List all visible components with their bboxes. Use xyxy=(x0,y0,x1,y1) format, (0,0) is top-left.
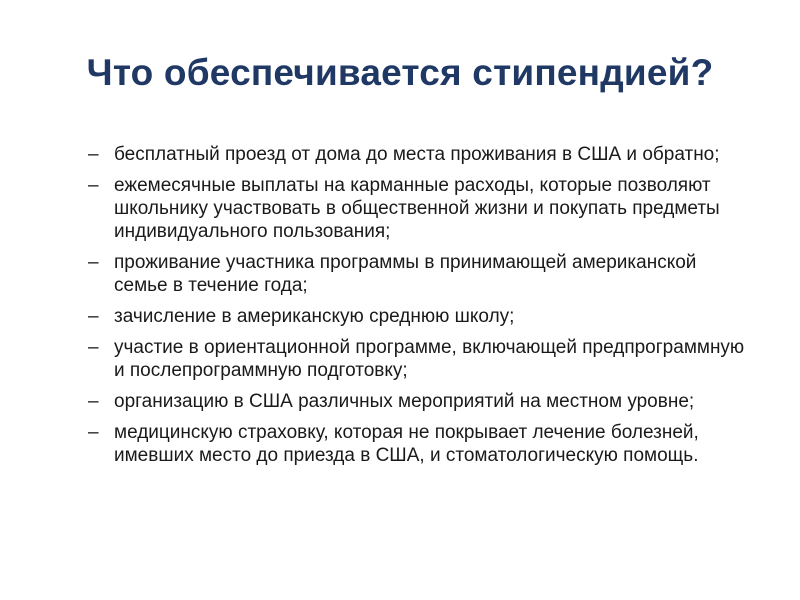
bullet-list xyxy=(88,143,748,475)
dash-icon: – xyxy=(88,175,99,196)
list-item xyxy=(88,174,748,243)
dash-icon: – xyxy=(88,391,99,412)
list-item xyxy=(88,305,748,328)
dash-icon: – xyxy=(88,252,99,273)
list-item-text: участие в ориентационной программе, включающей предпрограммную и послепрограммную подготовку; xyxy=(114,337,745,381)
list-item xyxy=(88,421,748,467)
slide-title: Что обеспечивается стипендией? xyxy=(86,52,714,93)
dash-icon: – xyxy=(88,144,99,165)
dash-icon: – xyxy=(88,337,99,358)
list-item-text: зачисление в американскую среднюю школу; xyxy=(114,306,515,327)
list-item xyxy=(88,390,748,413)
dash-icon: – xyxy=(88,306,99,327)
list-item-text: бесплатный проезд от дома до места проживания в США и обратно; xyxy=(114,144,720,165)
list-item-text: проживание участника программы в принимающей американской семье в течение года; xyxy=(114,252,697,296)
list-item-text: организацию в США различных мероприятий на местном уровне; xyxy=(114,391,695,412)
list-item-text: медицинскую страховку, которая не покрывает лечение болезней, имевших место до приезда в США, и стоматологическую помощь. xyxy=(114,422,699,466)
list-item xyxy=(88,336,748,382)
list-item xyxy=(88,251,748,297)
dash-icon: – xyxy=(88,422,99,443)
list-item-text: ежемесячные выплаты на карманные расходы, которые позволяют школьнику участвовать в общественной жизни и покупать предметы индивидуального пользования; xyxy=(114,175,720,242)
list-item xyxy=(88,143,748,166)
